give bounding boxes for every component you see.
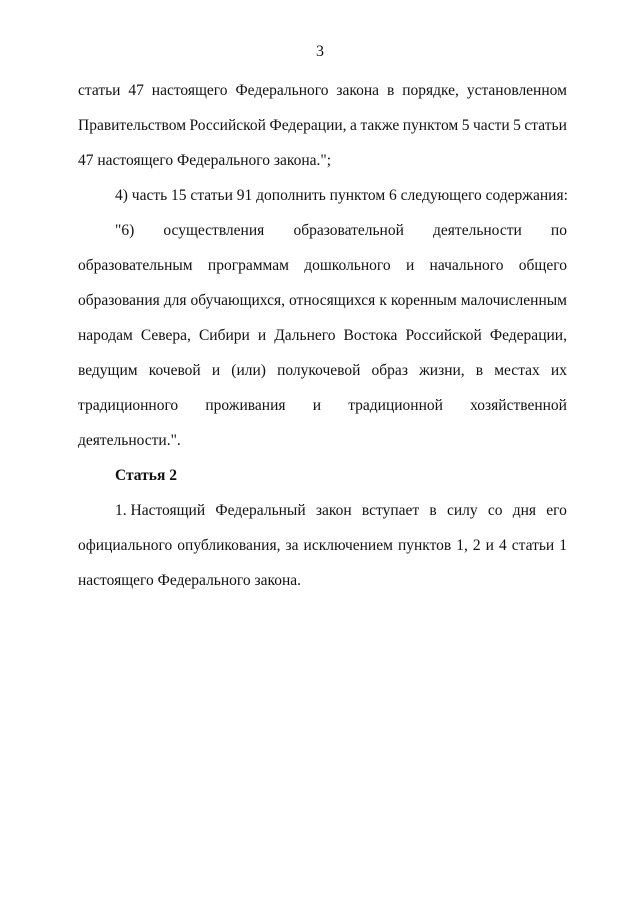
word: и [211, 362, 221, 379]
text-line: настоящего Федерального закона. [78, 572, 302, 589]
article-heading [78, 464, 567, 499]
word: "6) [115, 222, 135, 239]
text-line [78, 289, 567, 324]
word: 1. Настоящий [115, 502, 206, 519]
word: начального [429, 257, 504, 274]
text-line [78, 114, 567, 149]
document-body [78, 79, 567, 604]
word: дошкольного [304, 257, 391, 274]
word: статьи [78, 82, 121, 99]
text-line [78, 534, 567, 569]
word: полукочевой [277, 362, 361, 379]
text-line: 4) часть 15 статьи 91 дополнить пунктом 6 следующего содержания: [115, 187, 568, 204]
word: пунктом [402, 117, 459, 134]
word: 5 [461, 117, 470, 134]
word: части [473, 117, 510, 134]
word: образования [78, 292, 160, 309]
word: его [546, 502, 567, 519]
word: Севера, [140, 327, 191, 344]
word: Дальнего [274, 327, 336, 344]
word: Федерации, [269, 117, 347, 134]
word: относящихся [289, 292, 376, 309]
word: деятельности [433, 222, 522, 239]
word: хозяйственной [470, 397, 567, 414]
text-line: Статья 2 [115, 467, 177, 484]
word: общего [518, 257, 567, 274]
text-line [78, 499, 567, 534]
text-line: 47 настоящего Федерального закона."; [78, 152, 332, 169]
word: в [475, 362, 484, 379]
word: обучающихся, [190, 292, 285, 309]
word: по [550, 222, 567, 239]
word: 2 [472, 537, 481, 554]
word: 5 [513, 117, 521, 134]
word: пунктов [397, 537, 452, 554]
text-line [78, 394, 567, 429]
word: Правительством [78, 117, 187, 134]
word: традиционного [78, 397, 179, 414]
word: в [429, 502, 437, 519]
text-line [78, 254, 567, 289]
word: 47 [128, 82, 144, 99]
word: 1 [559, 537, 567, 554]
word: образовательным [78, 257, 193, 274]
word: традиционной [348, 397, 443, 414]
word: коренным [390, 292, 457, 309]
word: к [379, 292, 387, 309]
text-line [78, 219, 567, 254]
word: 1, [456, 537, 468, 554]
word: и [257, 327, 267, 344]
word: Российской [405, 327, 482, 344]
word: и [405, 257, 415, 274]
word: Федеральный [215, 502, 306, 519]
word: со [487, 502, 503, 519]
word: установленном [466, 82, 567, 99]
word: дня [512, 502, 537, 519]
text-line [78, 324, 567, 359]
word: закона [336, 82, 380, 99]
paragraph [78, 499, 567, 604]
page-number: 3 [316, 43, 324, 60]
word: жизни, [419, 362, 465, 379]
word: народам [78, 327, 133, 344]
word: местах [494, 362, 540, 379]
word: осуществления [163, 222, 265, 239]
word: Российской [189, 117, 266, 134]
word: опубликования, [177, 537, 281, 554]
paragraph [78, 219, 567, 464]
word: кочевой [148, 362, 201, 379]
word: силу [446, 502, 478, 519]
paragraph [78, 79, 567, 184]
word: закон [315, 502, 352, 519]
word: и [485, 537, 494, 554]
text-line: деятельности.". [78, 432, 181, 449]
word: и [312, 397, 321, 414]
word: Сибири [198, 327, 250, 344]
word: настоящего [151, 82, 228, 99]
word: их [550, 362, 567, 379]
word: проживания [205, 397, 286, 414]
word: образовательной [293, 222, 404, 239]
word: статьи [524, 117, 567, 134]
word: за [285, 537, 299, 554]
word: статьи [511, 537, 555, 554]
word: исключением [303, 537, 393, 554]
paragraph [78, 184, 567, 219]
word: Востока [343, 327, 398, 344]
word: вступает [361, 502, 420, 519]
word: порядке, [402, 82, 459, 99]
word: малочисленным [460, 292, 567, 309]
word: ведущим [78, 362, 138, 379]
word: официального [78, 537, 173, 554]
word: Федерации, [489, 327, 567, 344]
word: для [163, 292, 187, 309]
word: а [350, 117, 357, 134]
word: образ [371, 362, 408, 379]
word: также [360, 117, 400, 134]
word: 4 [498, 537, 507, 554]
text-line [78, 79, 567, 114]
word: Федерального [235, 82, 329, 99]
word: в [386, 82, 395, 99]
text-line [78, 359, 567, 394]
word: (или) [231, 362, 266, 379]
word: программам [207, 257, 289, 274]
